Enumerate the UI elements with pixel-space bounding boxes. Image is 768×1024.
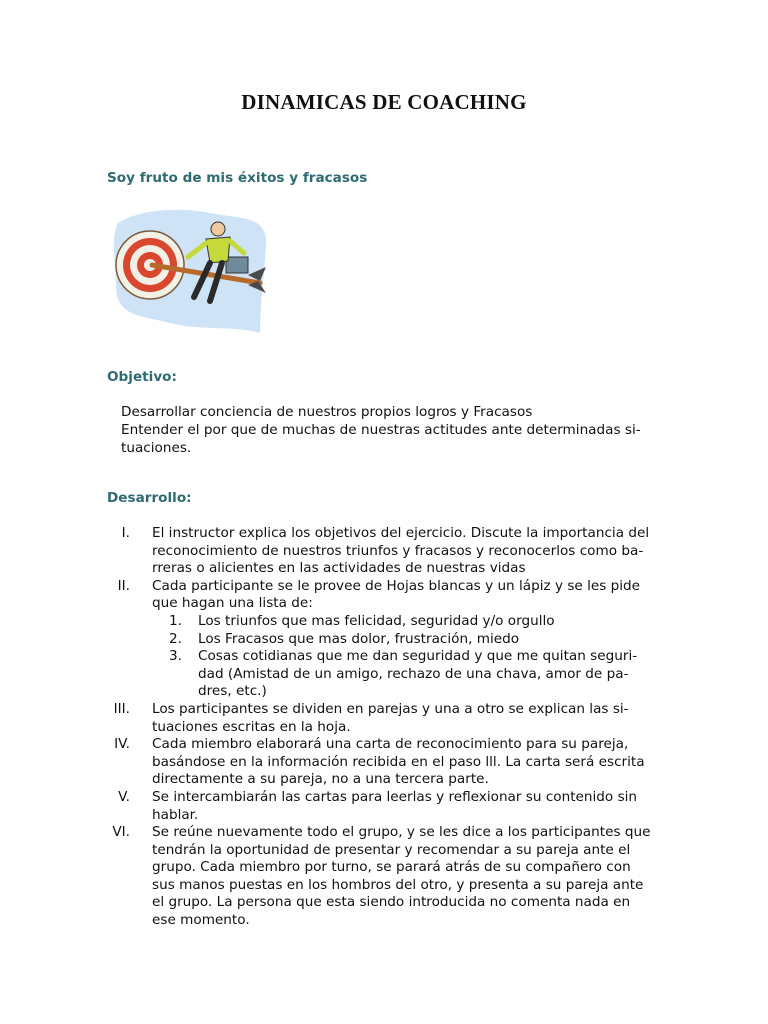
list-item-line: que hagan una lista de: — [152, 595, 313, 612]
target-archer-illustration-icon — [110, 205, 270, 335]
objetivo-text — [121, 403, 681, 457]
desarrollo-list — [100, 525, 670, 930]
sub-list-item-number: 1. — [169, 612, 182, 629]
desarrollo-heading: Desarrollo: — [107, 490, 192, 506]
list-item — [100, 578, 670, 701]
list-item-line: tendrán la oportunidad de presentar y recomendar a su pareja ante el — [152, 841, 631, 858]
list-item-number: V. — [118, 788, 130, 805]
list-item-line: sus manos puestas en los hombros del otro, y presenta a su pareja ante — [152, 876, 644, 893]
objetivo-line: tuaciones. — [121, 440, 192, 456]
list-item-number: VI. — [112, 824, 130, 841]
sub-list-item — [152, 613, 670, 631]
list-item-line: Cada miembro elaborará una carta de reconocimiento para su pareja, — [152, 736, 629, 753]
list-item-line: ese momento. — [152, 912, 250, 929]
list-item-line: directamente a su pareja, no a una tercera parte. — [152, 771, 489, 788]
list-item — [100, 701, 670, 736]
list-item-line: grupo. Cada miembro por turno, se parará atrás de su compañero con — [152, 859, 631, 876]
list-item-line: reconocimiento de nuestros triunfos y fracasos y reconocerlos como ba- — [152, 542, 644, 559]
sub-list-item-number: 2. — [169, 630, 182, 647]
list-item-line: El instructor explica los objetivos del ejercicio. Discute la importancia del — [152, 525, 650, 541]
section-subtitle: Soy fruto de mis éxitos y fracasos — [107, 170, 368, 186]
sub-list-item-line: dres, etc.) — [198, 683, 267, 700]
sub-list-item-line: Los Fracasos que mas dolor, frustración, miedo — [198, 630, 520, 647]
list-item-line: Los participantes se dividen en parejas y una a otro se explican las si- — [152, 700, 629, 717]
list-item — [100, 736, 670, 789]
list-item-line: Se reúne nuevamente todo el grupo, y se les dice a los participantes que — [152, 824, 651, 841]
list-item-number: I. — [121, 525, 130, 541]
list-item — [100, 824, 670, 930]
list-item-line: hablar. — [152, 806, 199, 823]
list-item-number: IV. — [114, 736, 130, 753]
sub-list-item — [152, 631, 670, 649]
list-item-line: el grupo. La persona que esta siendo introducida no comenta nada en — [152, 894, 631, 911]
objetivo-line: Entender el por que de muchas de nuestras actitudes ante determinadas si- — [121, 422, 641, 438]
sub-list-item-number: 3. — [169, 648, 182, 665]
document-title: DINAMICAS DE COACHING — [241, 90, 527, 114]
sub-list-item — [152, 648, 670, 701]
objetivo-heading: Objetivo: — [107, 369, 177, 385]
sub-list-item-line: Cosas cotidianas que me dan seguridad y que me quitan seguri- — [198, 648, 638, 665]
list-item-line: tuaciones escritas en la hoja. — [152, 718, 351, 735]
list-item-line: basándose en la información recibida en el paso lll. La carta será escrita — [152, 753, 645, 770]
list-item-line: Cada participante se le provee de Hojas blancas y un lápiz y se les pide — [152, 577, 641, 594]
list-item-line: rreras o alicientes en las actividades de nuestras vidas — [152, 560, 526, 577]
list-item-line: Se intercambiarán las cartas para leerlas y reflexionar su contenido sin — [152, 788, 638, 805]
sub-list-item-line: Los triunfos que mas felicidad, seguridad y/o orgullo — [198, 612, 555, 629]
list-item-number: III. — [113, 700, 130, 717]
sub-list-item-line: dad (Amistad de un amigo, rechazo de una chava, amor de pa- — [198, 665, 629, 682]
list-item-number: II. — [117, 577, 130, 594]
list-item — [100, 789, 670, 824]
objetivo-line: Desarrollar conciencia de nuestros propios logros y Fracasos — [121, 404, 533, 420]
list-item — [100, 525, 670, 578]
